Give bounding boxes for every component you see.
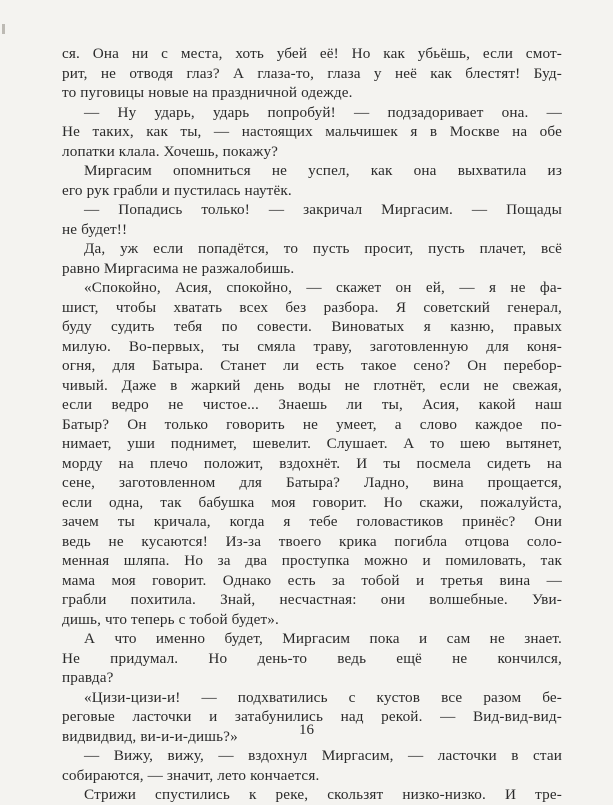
text-line: — Ну ударь, ударь попробуй! — подзадоривает она. — bbox=[84, 103, 562, 121]
text-line: Да, уж если попадётся, то пусть просит, пусть плачет, всё bbox=[84, 240, 562, 257]
text-line: дишь, что теперь с тобой будет». bbox=[62, 610, 279, 628]
text-line: сене, заготовленном для Батыра? Ладно, вина прощается, bbox=[62, 474, 562, 491]
text-line: «Цизи-цизи-и! — подхватились с кустов все разом бе- bbox=[84, 688, 562, 706]
text-line: милую. Во-первых, ты смяла траву, заготовленную для коня- bbox=[62, 337, 562, 355]
text-line: «Спокойно, Асия, спокойно, — скажет он ей, — я не фа- bbox=[84, 279, 562, 296]
text-line: реговые ласточки и затабунились над рекой. — Вид-вид-вид- bbox=[62, 708, 562, 725]
text-line: Миргасим опомниться не успел, как она выхватила из bbox=[84, 162, 562, 179]
text-line: собираются, — значит, лето кончается. bbox=[62, 766, 320, 784]
text-line: зачем ты кричала, когда я тебе головастиков принёс? Они bbox=[62, 513, 562, 530]
text-line: чивый. Даже в жаркий день воды не глотнёт, если не свежая, bbox=[62, 376, 562, 394]
text-line: Батыр? Он только говорить не умеет, а слово каждое по- bbox=[62, 415, 562, 433]
text-line: ся. Она ни с места, хоть убей её! Но как убьёшь, если смот- bbox=[62, 45, 562, 62]
text-line: грабли похитила. Знай, несчастная: они волшебные. Уви- bbox=[62, 591, 562, 608]
text-line: менная шляпа. Но за два проступка можно и помиловать, так bbox=[62, 552, 562, 569]
text-line: видвидвид, ви-и-и-дишь?» bbox=[62, 727, 238, 745]
text-line: рит, не отводя глаз? А глаза-то, глаза у неё как блестят! Буд- bbox=[62, 64, 562, 82]
page-number: 16 bbox=[299, 722, 314, 738]
text-line: правда? bbox=[62, 669, 114, 686]
text-line: Не таких, как ты, — настоящих мальчишек я в Москве на обе bbox=[62, 123, 562, 140]
text-line: Стрижи спустились к реке, скользят низко-низко. И тре- bbox=[84, 786, 562, 803]
text-line: лопатки клала. Хочешь, покажу? bbox=[62, 142, 279, 160]
text-line: мама моя говорит. Однако есть за тобой и третья вина — bbox=[62, 571, 562, 589]
text-line: А что именно будет, Миргасим пока и сам не знает. bbox=[84, 630, 562, 647]
text-line: огня, для Батыра. Станет ли есть такое сено? Он перебор- bbox=[62, 357, 562, 374]
text-line: если одна, так бабушка моя говорит. Но скажи, пожалуйста, bbox=[62, 493, 562, 511]
text-line: не будет!! bbox=[62, 220, 128, 238]
text-line: — Вижу, вижу, — вздохнул Миргасим, — ласточки в стаи bbox=[84, 747, 562, 764]
text-line: шист, чтобы хватать всех без разбора. Я советский генерал, bbox=[62, 298, 562, 316]
text-line: Не придумал. Но день-то ведь ещё не кончился, bbox=[62, 649, 562, 667]
text-line: равно Миргасима не разжалобишь. bbox=[62, 259, 295, 277]
text-line: нимает, уши поднимет, шевелит. Слушает. А то шею вытянет, bbox=[62, 435, 562, 452]
text-line: то пуговицы новые на праздничной одежде. bbox=[62, 84, 353, 101]
body-text bbox=[62, 44, 562, 805]
text-line: — Попадись только! — закричал Миргасим. — Пощады bbox=[84, 201, 562, 218]
text-line: если ведро не чистое... Знаешь ли ты, Асия, какой наш bbox=[62, 396, 562, 413]
text-line: буду судить тебя по совести. Виноватых я казню, правых bbox=[62, 318, 562, 335]
text-line: морду на плечо положит, вздохнёт. И ты посмела сидеть на bbox=[62, 454, 562, 472]
text-line: его рук грабли и пустилась наутёк. bbox=[62, 181, 292, 199]
text-line: ведь не кусаются! Из-за твоего крика погибла отцова соло- bbox=[62, 532, 562, 550]
page-edge-mark bbox=[2, 24, 5, 34]
